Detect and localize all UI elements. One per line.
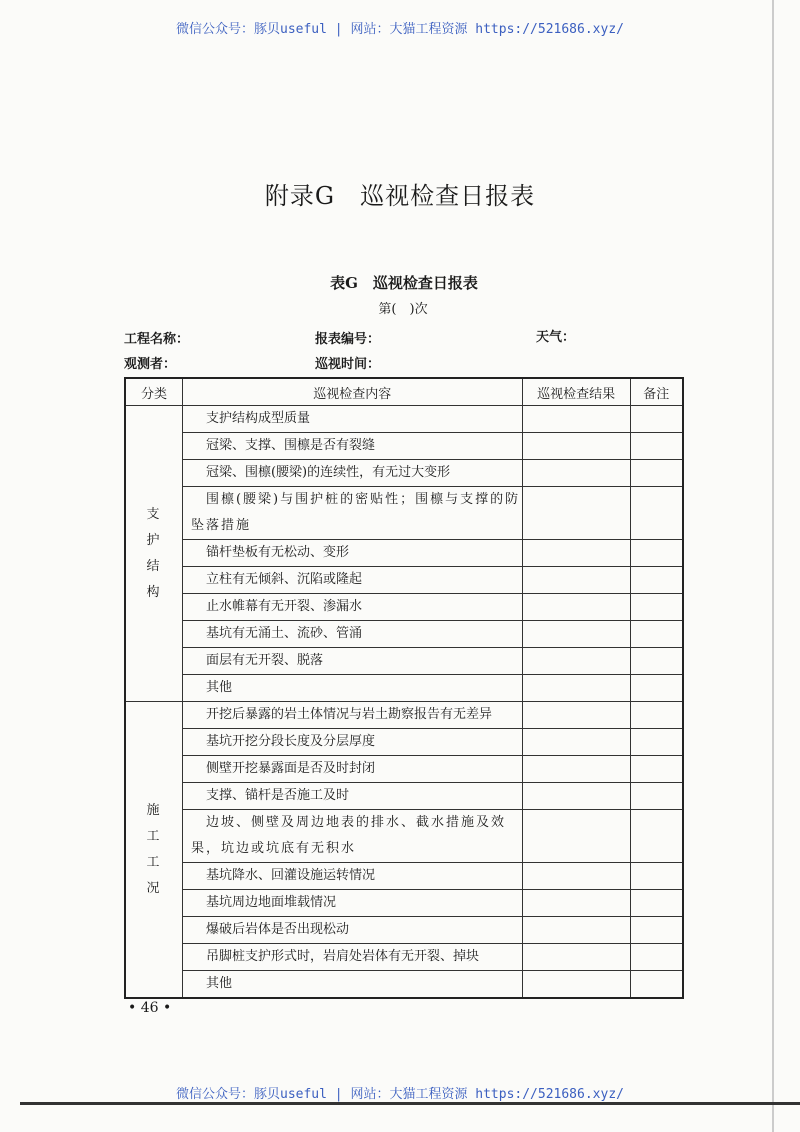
- note-cell[interactable]: [630, 944, 683, 971]
- result-cell[interactable]: [522, 433, 630, 460]
- result-cell[interactable]: [522, 594, 630, 621]
- inspection-item: 吊脚桩支护形式时，岩肩处岩体有无开裂、掉块: [182, 944, 522, 971]
- issue-number: 第( )次: [378, 302, 428, 317]
- observer-label: 观测者：: [124, 357, 177, 372]
- weather-label: 天气：: [536, 330, 576, 345]
- inspection-item: 边坡、侧壁及周边地表的排水、截水措施及效果，坑边或坑底有无积水: [182, 810, 522, 863]
- inspection-table: [124, 377, 684, 999]
- note-cell[interactable]: [630, 487, 683, 540]
- table-row: [125, 406, 683, 433]
- result-cell[interactable]: [522, 540, 630, 567]
- inspection-item: 冠梁、围檩(腰梁)的连续性，有无过大变形: [182, 460, 522, 487]
- note-cell[interactable]: [630, 675, 683, 702]
- inspection-item: 冠梁、支撑、围檩是否有裂缝: [182, 433, 522, 460]
- category-label: 支护结构: [146, 506, 162, 600]
- table-row: [125, 971, 683, 999]
- header-category: 分类: [125, 378, 182, 406]
- inspection-item: 基坑降水、回灌设施运转情况: [182, 863, 522, 890]
- result-cell[interactable]: [522, 971, 630, 999]
- header-note: 备注: [630, 378, 683, 406]
- result-cell[interactable]: [522, 863, 630, 890]
- note-cell[interactable]: [630, 406, 683, 433]
- note-cell[interactable]: [630, 594, 683, 621]
- table-row: [125, 756, 683, 783]
- category-label: 施工工况: [146, 802, 162, 896]
- result-cell[interactable]: [522, 675, 630, 702]
- note-cell[interactable]: [630, 540, 683, 567]
- result-cell[interactable]: [522, 487, 630, 540]
- appendix-title: 附录G 巡视检查日报表: [264, 182, 536, 210]
- result-cell[interactable]: [522, 702, 630, 729]
- table-row: [125, 783, 683, 810]
- inspection-item: 其他: [182, 675, 522, 702]
- result-cell[interactable]: [522, 944, 630, 971]
- note-cell[interactable]: [630, 729, 683, 756]
- inspection-item: 支撑、锚杆是否施工及时: [182, 783, 522, 810]
- category-cell: [125, 406, 182, 702]
- inspection-item: 面层有无开裂、脱落: [182, 648, 522, 675]
- inspection-item: 基坑有无涌土、流砂、管涌: [182, 621, 522, 648]
- page-edge: [772, 0, 774, 1132]
- note-cell[interactable]: [630, 621, 683, 648]
- result-cell[interactable]: [522, 810, 630, 863]
- inspection-item: 爆破后岩体是否出现松动: [182, 917, 522, 944]
- table-row: [125, 810, 683, 863]
- table-title: 表G 巡视检查日报表: [330, 274, 478, 292]
- result-cell[interactable]: [522, 917, 630, 944]
- note-cell[interactable]: [630, 810, 683, 863]
- inspection-item: 开挖后暴露的岩土体情况与岩土勘察报告有无差异: [182, 702, 522, 729]
- note-cell[interactable]: [630, 702, 683, 729]
- table-row: [125, 594, 683, 621]
- header-result: 巡视检查结果: [522, 378, 630, 406]
- result-cell[interactable]: [522, 621, 630, 648]
- result-cell[interactable]: [522, 729, 630, 756]
- inspection-item: 侧壁开挖暴露面是否及时封闭: [182, 756, 522, 783]
- category-cell: [125, 702, 182, 999]
- report-no-label: 报表编号：: [315, 332, 381, 347]
- result-cell[interactable]: [522, 460, 630, 487]
- note-cell[interactable]: [630, 863, 683, 890]
- result-cell[interactable]: [522, 756, 630, 783]
- table-header-row: [125, 378, 683, 406]
- watermark-bottom: 微信公众号：豚贝useful | 网站：大猫工程资源 https://521686.xyz/: [176, 1087, 624, 1102]
- table-row: [125, 621, 683, 648]
- result-cell[interactable]: [522, 890, 630, 917]
- note-cell[interactable]: [630, 917, 683, 944]
- table-row: [125, 702, 683, 729]
- note-cell[interactable]: [630, 433, 683, 460]
- note-cell[interactable]: [630, 971, 683, 999]
- table-row: [125, 863, 683, 890]
- inspection-time-label: 巡视时间：: [315, 357, 381, 372]
- table-row: [125, 917, 683, 944]
- inspection-item: 其他: [182, 971, 522, 999]
- table-row: [125, 944, 683, 971]
- result-cell[interactable]: [522, 567, 630, 594]
- header-content: 巡视检查内容: [182, 378, 522, 406]
- note-cell[interactable]: [630, 756, 683, 783]
- table-row: [125, 540, 683, 567]
- table-row: [125, 567, 683, 594]
- table-row: [125, 648, 683, 675]
- result-cell[interactable]: [522, 406, 630, 433]
- page-number: • 46 •: [128, 1000, 172, 1016]
- watermark-top: 微信公众号：豚贝useful | 网站：大猫工程资源 https://521686.xyz/: [176, 22, 624, 37]
- inspection-item: 支护结构成型质量: [182, 406, 522, 433]
- note-cell[interactable]: [630, 783, 683, 810]
- table-row: [125, 487, 683, 540]
- inspection-item: 锚杆垫板有无松动、变形: [182, 540, 522, 567]
- table-row: [125, 433, 683, 460]
- note-cell[interactable]: [630, 648, 683, 675]
- table-row: [125, 460, 683, 487]
- inspection-item: 立柱有无倾斜、沉陷或隆起: [182, 567, 522, 594]
- table-row: [125, 675, 683, 702]
- table-row: [125, 729, 683, 756]
- inspection-item: 基坑开挖分段长度及分层厚度: [182, 729, 522, 756]
- scan-edge-line: [20, 1102, 800, 1105]
- project-name-label: 工程名称：: [124, 332, 190, 347]
- result-cell[interactable]: [522, 783, 630, 810]
- inspection-item: 基坑周边地面堆载情况: [182, 890, 522, 917]
- note-cell[interactable]: [630, 890, 683, 917]
- table-row: [125, 890, 683, 917]
- result-cell[interactable]: [522, 648, 630, 675]
- inspection-item: 止水帷幕有无开裂、渗漏水: [182, 594, 522, 621]
- note-cell[interactable]: [630, 460, 683, 487]
- inspection-item: 围檩(腰梁)与围护桩的密贴性；围檩与支撑的防坠落措施: [182, 487, 522, 540]
- note-cell[interactable]: [630, 567, 683, 594]
